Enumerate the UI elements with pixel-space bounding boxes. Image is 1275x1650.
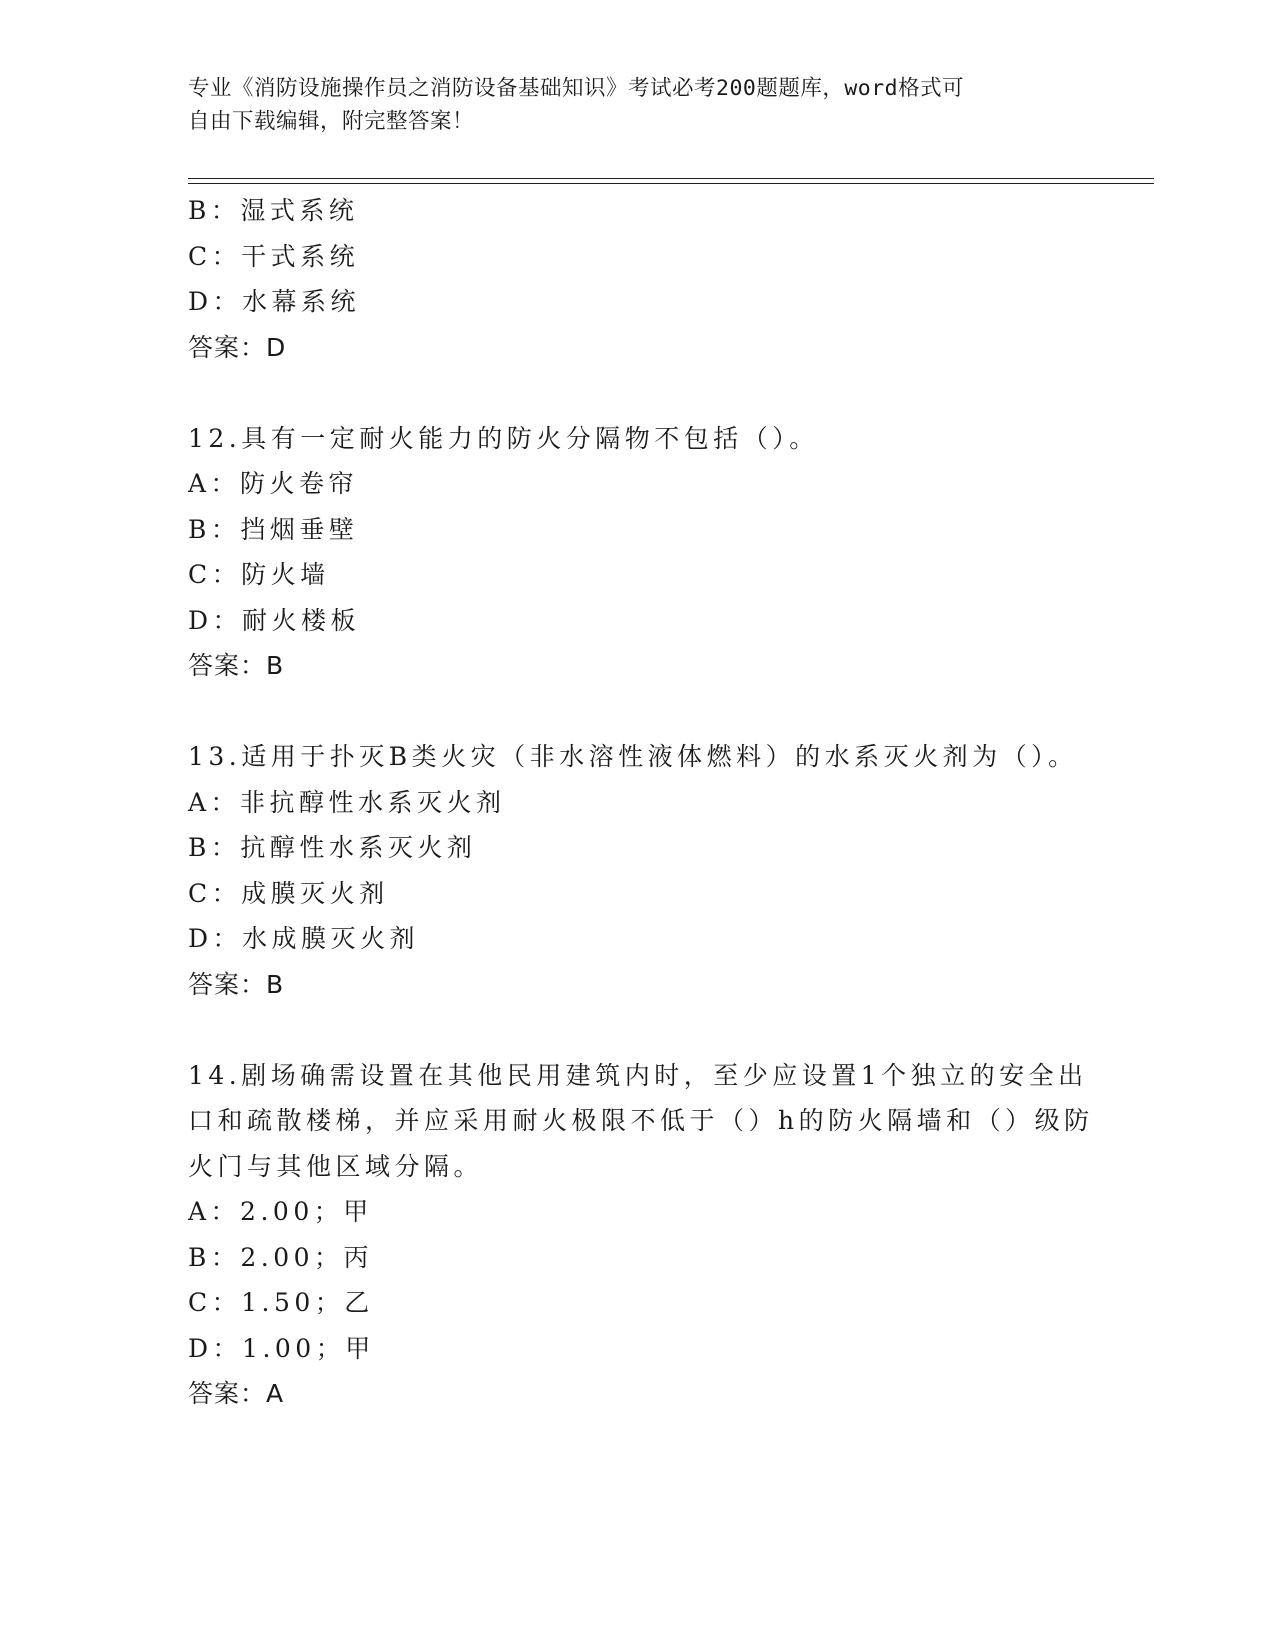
answer: 答案：B — [188, 651, 285, 680]
option-d: D：耐火楼板 — [188, 605, 361, 635]
option-a: A：防火卷帘 — [188, 469, 359, 498]
question-12 — [188, 416, 1088, 689]
option-b: B：挡烟垂壁 — [188, 514, 359, 544]
question-stem-line-3: 火门与其他区域分隔。 — [188, 1151, 484, 1181]
option-c: C：防火墙 — [188, 560, 330, 589]
answer: 答案：B — [188, 969, 285, 999]
option-d: D：水成膜灭火剂 — [188, 924, 420, 953]
question-stem: 12.具有一定耐火能力的防火分隔物不包括（）。 — [188, 423, 819, 453]
question-14 — [188, 1053, 1094, 1417]
answer: 答案：D — [188, 332, 287, 362]
option-b: B：抗醇性水系灭火剂 — [188, 833, 477, 862]
document-header — [188, 72, 1088, 138]
option-d: D：1.00；甲 — [188, 1333, 375, 1363]
header-title-line-1: 专业《消防设施操作员之消防设备基础知识》考试必考200题题库，word格式可 — [188, 76, 965, 101]
question-stem: 13.适用于扑灭B类火灾（非水溶性液体燃料）的水系灭火剂为（）。 — [188, 742, 1078, 771]
spacer — [188, 689, 1088, 735]
option-b: B：2.00；丙 — [188, 1242, 374, 1272]
answer: 答案：A — [188, 1379, 285, 1408]
header-title-line-2: 自由下载编辑，附完整答案！ — [188, 109, 475, 134]
question-stem-line-1: 14.剧场确需设置在其他民用建筑内时，至少应设置1个独立的安全出 — [188, 1060, 1088, 1090]
header-divider — [188, 178, 1154, 184]
option-c: C：成膜灭火剂 — [188, 878, 389, 908]
option-a: A：非抗醇性水系灭火剂 — [188, 787, 506, 817]
spacer — [188, 1007, 1088, 1053]
question-13 — [188, 734, 1088, 1007]
option-c: C：干式系统 — [188, 241, 360, 271]
question-stem-line-2: 口和疏散楼梯，并应采用耐火极限不低于（）h的防火隔墙和（）级防 — [188, 1106, 1094, 1135]
option-b: B：湿式系统 — [188, 196, 359, 225]
option-d: D：水幕系统 — [188, 287, 361, 316]
option-c: C：1.50；乙 — [188, 1288, 374, 1317]
question-11 — [188, 188, 1088, 370]
option-a: A：2.00；甲 — [188, 1197, 373, 1226]
spacer — [188, 370, 1088, 416]
question-list — [188, 188, 1094, 1417]
